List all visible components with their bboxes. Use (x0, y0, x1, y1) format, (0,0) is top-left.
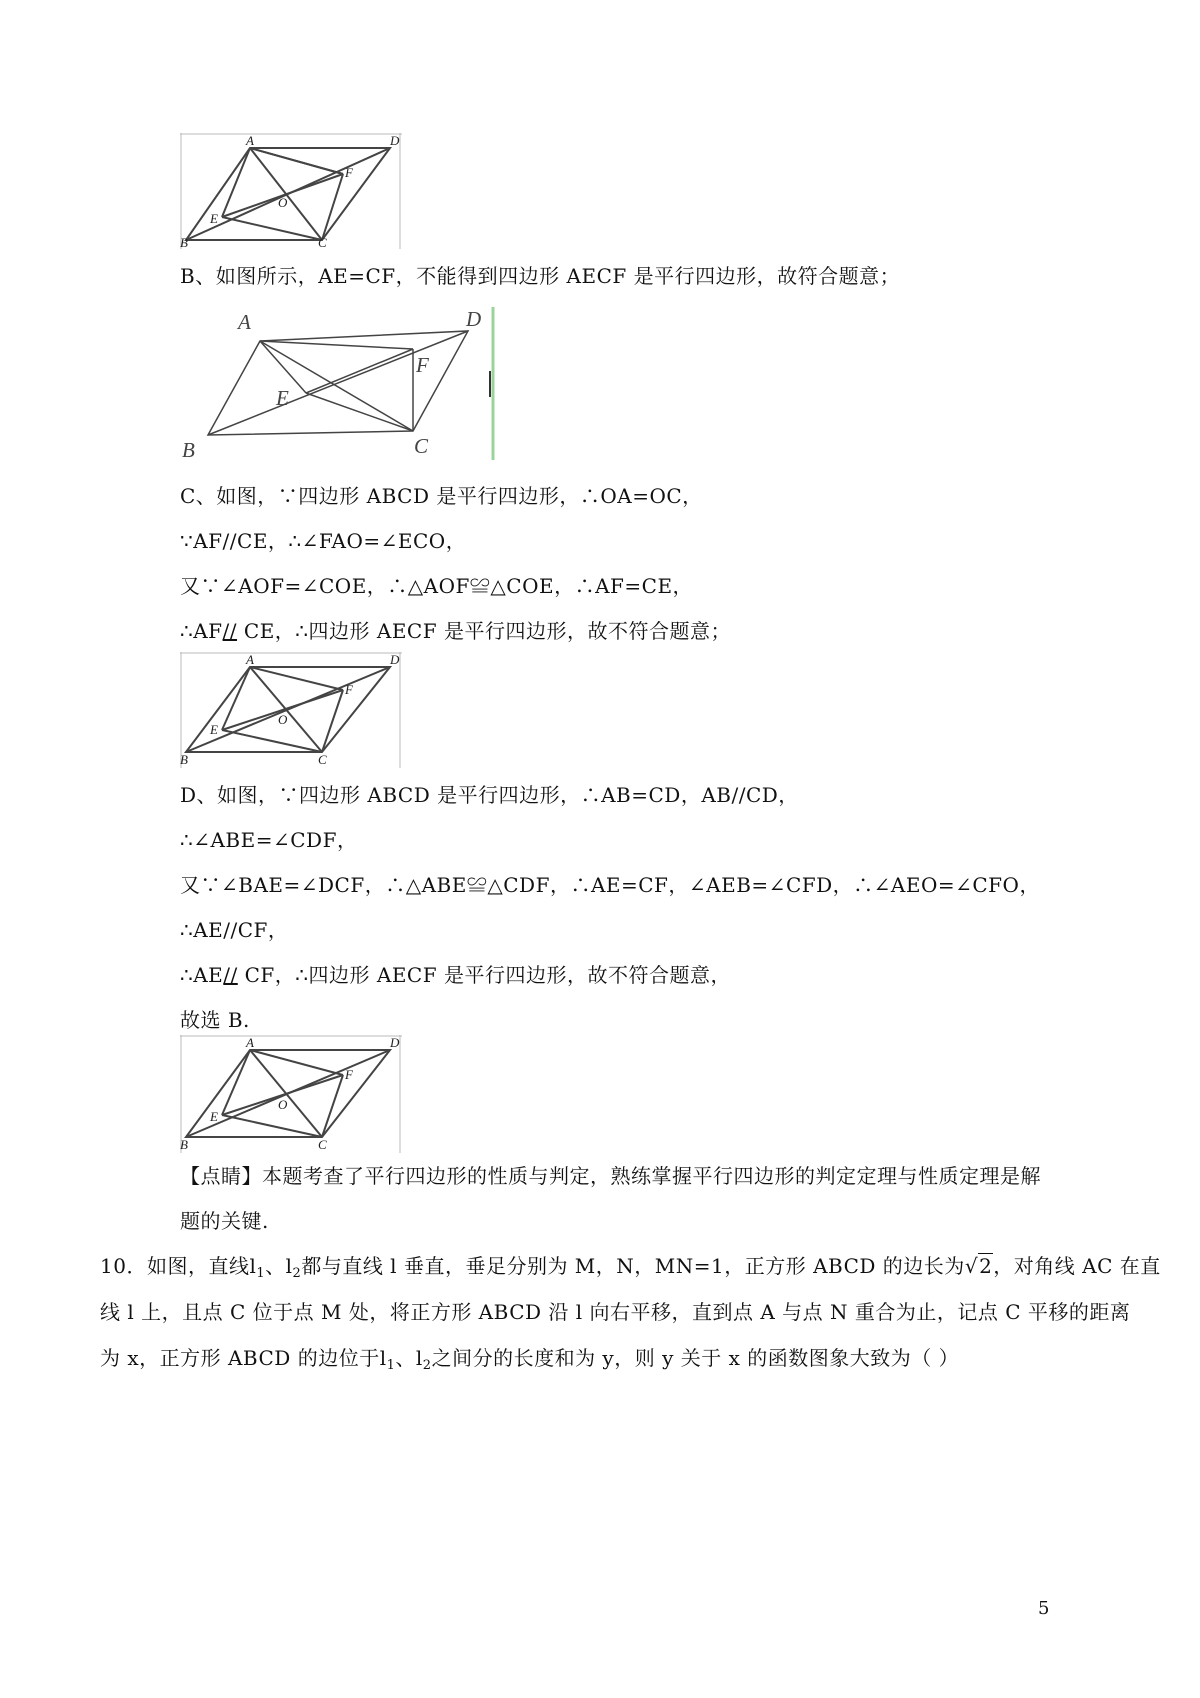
label-B: B (180, 1137, 188, 1152)
label-F: F (345, 165, 353, 180)
parallel-symbol: // (222, 619, 238, 643)
page-number: 5 (1038, 1598, 1050, 1619)
figure-parallelogram-1 (180, 133, 402, 249)
line-l: l (249, 1254, 257, 1278)
label-B: B (180, 235, 188, 249)
label-E: E (210, 1109, 218, 1124)
label-F: F (345, 682, 353, 697)
figure-parallelogram-2 (180, 652, 402, 768)
label-D: D (466, 307, 482, 331)
label-A: A (246, 652, 254, 667)
parallel-symbol: // (223, 963, 238, 987)
line-l: l (285, 1254, 293, 1278)
line-d3: 又∵∠BAE=∠DCF，∴△ABE≌△CDF，∴AE=CF，∠AEB=∠CFD，∴∠AEO=∠CFO， (180, 873, 1040, 897)
label-D: D (390, 652, 400, 667)
sqrt-expression: √2 (964, 1254, 993, 1278)
q10-line-2: 线 l 上，且点 C 位于点 M 处，将正方形 ABCD 沿 l 向右平移，直到点 A 与点 N 重合为止，记点 C 平移的距离 (100, 1300, 1131, 1324)
q10-line-1 (100, 1252, 1161, 1288)
line-d1: D、如图，∵四边形 ABCD 是平行四边形，∴AB=CD，AB//CD， (180, 783, 799, 807)
text-part: CE，∴四边形 AECF 是平行四边形，故不符合题意； (237, 619, 731, 643)
q10-line-3 (100, 1344, 959, 1380)
label-O: O (278, 195, 288, 210)
label-E: E (210, 722, 218, 737)
label-A: A (238, 310, 251, 334)
text-part: ，对角线 AC 在直 (993, 1254, 1161, 1278)
label-F: F (345, 1067, 353, 1082)
line-d4: ∴AE//CF， (180, 918, 289, 942)
text-part: 都与直线 l 垂直，垂足分别为 M，N，MN=1，正方形 ABCD 的边长为 (301, 1254, 965, 1278)
line-c1: C、如图，∵四边形 ABCD 是平行四边形，∴OA=OC， (180, 484, 703, 508)
subscript: 2 (422, 1358, 432, 1373)
label-C: C (318, 235, 327, 249)
radicand: 2 (979, 1254, 993, 1278)
separator: 、 (265, 1254, 286, 1278)
label-B: B (182, 438, 195, 462)
label-C: C (318, 1137, 327, 1152)
line-option-b: B、如图所示，AE=CF，不能得到四边形 AECF 是平行四边形，故符合题意； (180, 264, 901, 288)
note-line-2: 题的关键. (180, 1209, 269, 1233)
figure-parallelogram-large (178, 305, 508, 463)
text-part: 为 x，正方形 ABCD 的边位于 (100, 1346, 380, 1370)
note-line-1: 【点睛】本题考查了平行四边形的性质与判定，熟练掌握平行四边形的判定定理与性质定理是解 (180, 1164, 1041, 1188)
label-F: F (416, 353, 429, 377)
line-d2: ∴∠ABE=∠CDF， (180, 828, 358, 852)
text-part: ∴AE (180, 963, 224, 987)
label-A: A (246, 1035, 254, 1050)
label-A: A (246, 133, 254, 148)
subscript: 1 (386, 1358, 396, 1373)
label-D: D (390, 133, 400, 148)
line-l: l (415, 1346, 423, 1370)
label-B: B (180, 752, 188, 767)
label-O: O (278, 1097, 288, 1112)
line-l: l (379, 1346, 387, 1370)
line-d6: 故选 B. (180, 1008, 250, 1032)
text-part: ∴AF (180, 619, 223, 643)
label-E: E (210, 211, 218, 226)
line-d5 (180, 961, 731, 989)
text-part: 之间分的长度和为 y，则 y 关于 x 的函数图象大致为（ ） (431, 1346, 960, 1370)
subscript: 1 (256, 1266, 266, 1281)
line-c2: ∵AF//CE，∴∠FAO=∠ECO， (180, 529, 467, 553)
label-D: D (390, 1035, 400, 1050)
label-E: E (276, 386, 289, 410)
separator: 、 (395, 1346, 416, 1370)
text-part: 10．如图，直线 (100, 1254, 250, 1278)
label-C: C (414, 434, 429, 458)
text-part: CF，∴四边形 AECF 是平行四边形，故不符合题意， (237, 963, 731, 987)
line-c3: 又∵∠AOF=∠COE，∴△AOF≌△COE，∴AF=CE， (180, 574, 694, 598)
figure-parallelogram-3 (180, 1035, 402, 1153)
line-c4 (180, 617, 731, 645)
subscript: 2 (292, 1266, 302, 1281)
label-C: C (318, 752, 327, 767)
label-O: O (278, 712, 288, 727)
